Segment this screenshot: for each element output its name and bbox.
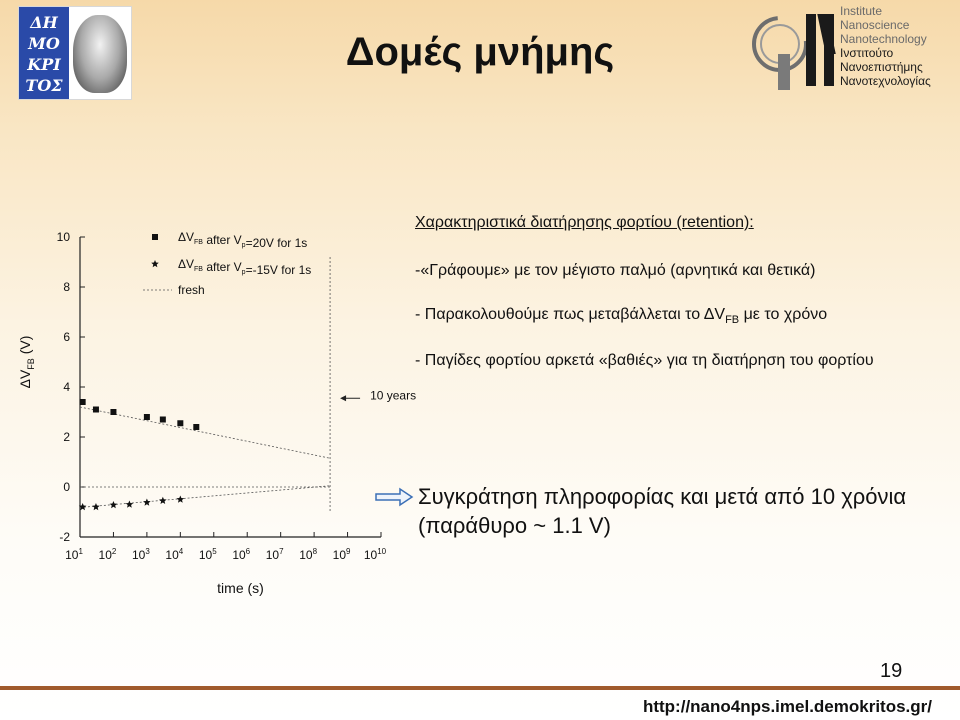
logo-glyph: ΜΟ (28, 34, 60, 53)
x-tick-label: $10^1$ (65, 547, 83, 562)
y-tick-label: 6 (63, 330, 70, 344)
y-tick-label: 0 (63, 480, 70, 494)
conclusion-text: Συγκράτηση πληροφορίας και μετά από 10 χρόνια (παράθυρο ~ 1.1 V) (418, 484, 907, 538)
x-tick-label: $10^2$ (98, 547, 117, 562)
bullet-deep-traps: - Παγίδες φορτίου αρκετά «βαθιές» για τη διατήρηση του φορτίου (415, 352, 874, 369)
y-axis-label: $\Delta V_{FB}$ (V) (17, 335, 36, 389)
y-tick-label: 4 (63, 380, 70, 394)
retention-chart (0, 200, 440, 620)
y-tick-label: -2 (59, 530, 70, 544)
data-point-star (143, 499, 151, 506)
x-axis-label: time (s) (217, 580, 264, 596)
ten-years-label: 10 years (370, 388, 417, 403)
x-tick-label: $10^8$ (299, 547, 318, 562)
bullet-monitor-shift: - Παρακολουθούμε πως μεταβάλλεται το $\Delta V_{FB}$ με το χρόνο (415, 306, 828, 327)
nin-logo-icon (738, 0, 960, 100)
data-point-star (159, 497, 167, 504)
data-point-square (80, 399, 86, 405)
data-point-square (144, 414, 150, 420)
page-title: Δομές μνήμης (345, 30, 615, 74)
data-point-star (92, 503, 100, 510)
data-point-star (126, 501, 134, 508)
y-tick-label: 8 (63, 280, 70, 294)
x-tick-label: $10^{10}$ (363, 547, 387, 562)
data-point-square (110, 409, 116, 415)
data-point-square (177, 420, 183, 426)
data-point-star (110, 501, 118, 508)
legend-label: $\Delta V_{FB}$ after $V_p=-15V$ for 1s (178, 257, 312, 277)
data-point-square (93, 407, 99, 413)
trend-line (80, 486, 330, 508)
footer-url: http://nano4nps.imel.demokritos.gr/ (642, 697, 932, 716)
x-tick-label: $10^9$ (332, 547, 351, 562)
right-arrow-icon (374, 487, 414, 507)
logo-glyph: ΚΡΙ (27, 55, 61, 74)
data-point-star (177, 496, 185, 503)
ten-years-arrowhead (340, 395, 346, 401)
legend-label: fresh (178, 283, 205, 297)
page-number: 19 (880, 660, 903, 682)
data-point-square (193, 424, 199, 430)
footer-rule (0, 686, 960, 690)
legend-star-marker (151, 260, 159, 267)
y-tick-label: 2 (63, 430, 70, 444)
institute-name: Institute Nanoscience Nanotechnology Ινστιτούτο Νανοεπιστήμης Νανοτεχνολογίας (840, 4, 931, 88)
legend-square-marker (152, 234, 158, 240)
nin-letters-icon (748, 8, 840, 98)
x-tick-label: $10^3$ (131, 547, 150, 562)
bullet-write-pulse: -«Γράφουμε» με τον μέγιστο παλμό (αρνητικά και θετικά) (415, 262, 816, 279)
y-tick-label: 10 (56, 230, 70, 244)
logo-glyph: ΤΟΣ (25, 76, 63, 95)
x-tick-label: $10^6$ (232, 547, 251, 562)
x-tick-label: $10^7$ (265, 547, 284, 562)
legend-label: $\Delta V_{FB}$ after $V_p=20V$ for 1s (178, 230, 308, 250)
logo-glyph: ΔΗ (30, 13, 58, 32)
retention-heading: Χαρακτηριστικά διατήρησης φορτίου (retention): (415, 214, 754, 231)
trend-line (80, 407, 330, 458)
x-tick-label: $10^5$ (198, 547, 217, 562)
x-tick-label: $10^4$ (165, 547, 184, 562)
data-point-square (160, 417, 166, 423)
